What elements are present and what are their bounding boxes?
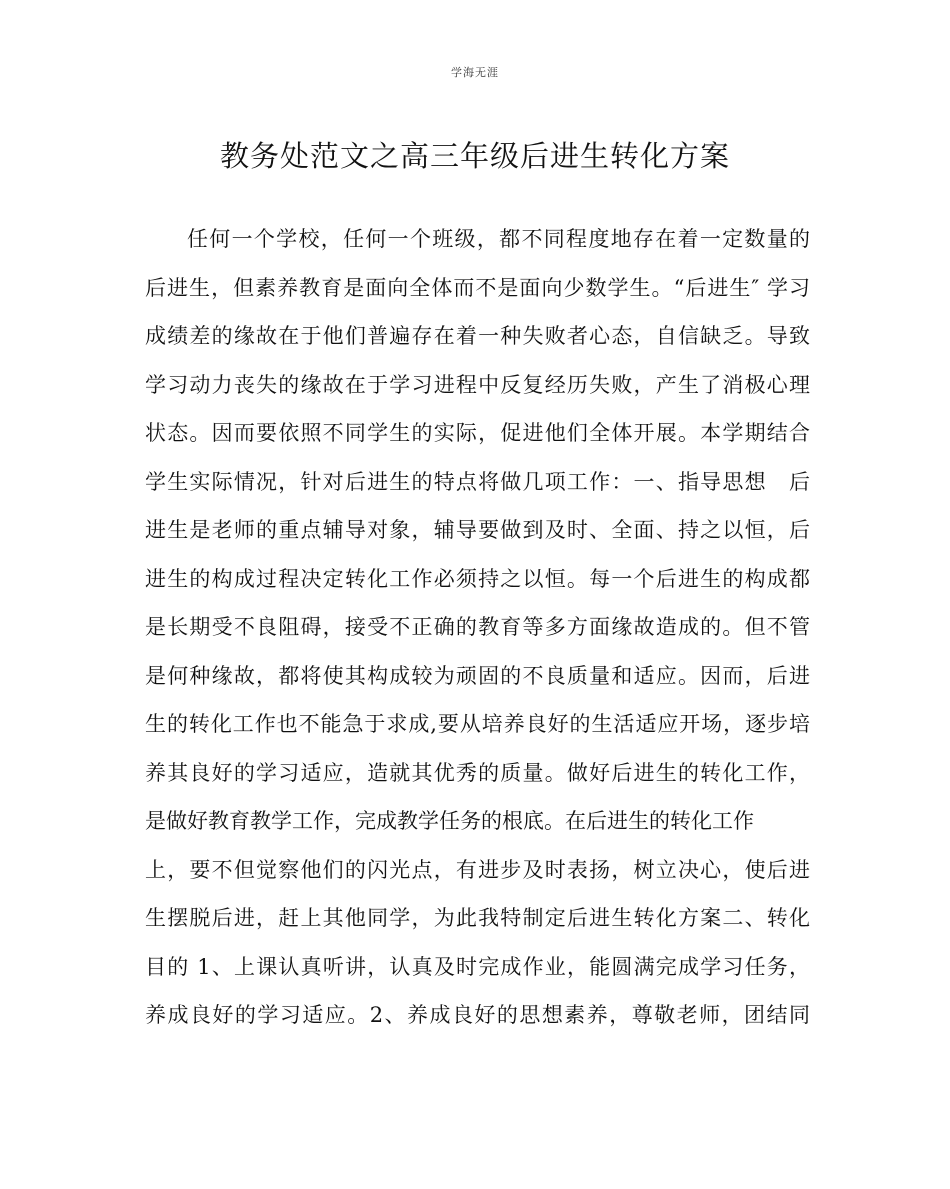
body-line: 生的转化工作也不能急于求成,要从培养良好的生活适应开场，逐步培: [145, 712, 810, 736]
body-line: 进生是老师的重点辅导对象，辅导要做到及时、全面、持之以恒，后: [145, 518, 810, 542]
body-line: 是做好教育教学工作，完成教学任务的根底。在后进生的转化工作: [145, 809, 754, 833]
body-line: 生摆脱后进，赶上其他同学，为此我特制定后进生转化方案二、转化: [145, 906, 810, 930]
body-line: 学习动力丧失的缘故在于学习进程中反复经历失败，产生了消极心理: [145, 372, 810, 397]
body-line: 是何种缘故，都将使其构成较为顽固的不良质量和适应。因而，后进: [145, 663, 810, 688]
body-line: 成绩差的缘故在于他们普遍存在着一种失败者心态，自信缺乏。导致: [145, 324, 810, 348]
body-line: 后进生，但素养教育是面向全体而不是面向少数学生。“后进生″ 学习: [145, 275, 810, 300]
body-line: 上，要不但觉察他们的闪光点，有进步及时表扬，树立决心，使后进: [145, 857, 810, 882]
page-header: 学海无涯: [451, 66, 499, 79]
body-line: 进生的构成过程决定转化工作必须持之以恒。每一个后进生的构成都: [145, 566, 810, 591]
body-line: 状态。因而要依照不同学生的实际，促进他们全体开展。本学期结合: [145, 421, 810, 445]
body-line: 任何一个学校，任何一个班级，都不同程度地存在着一定数量的: [187, 227, 810, 251]
document-title: 教务处范文之高三年级后进生转化方案: [219, 139, 730, 173]
body-line: 养其良好的学习适应，造就其优秀的质量。做好后进生的转化工作，: [145, 760, 810, 785]
body-line: 养成良好的学习适应。2、养成良好的思想素养，尊敬老师，团结同: [145, 1003, 810, 1027]
document-body: [145, 215, 810, 1040]
body-line: 是长期受不良阻碍，接受不正确的教育等多方面缘故造成的。但不管: [145, 615, 810, 639]
body-line: 目的 1、上课认真听讲，认真及时完成作业，能圆满完成学习任务，: [145, 954, 810, 979]
body-line: 学生实际情况，针对后进生的特点将做几项工作：一、指导思想 后: [145, 469, 810, 494]
